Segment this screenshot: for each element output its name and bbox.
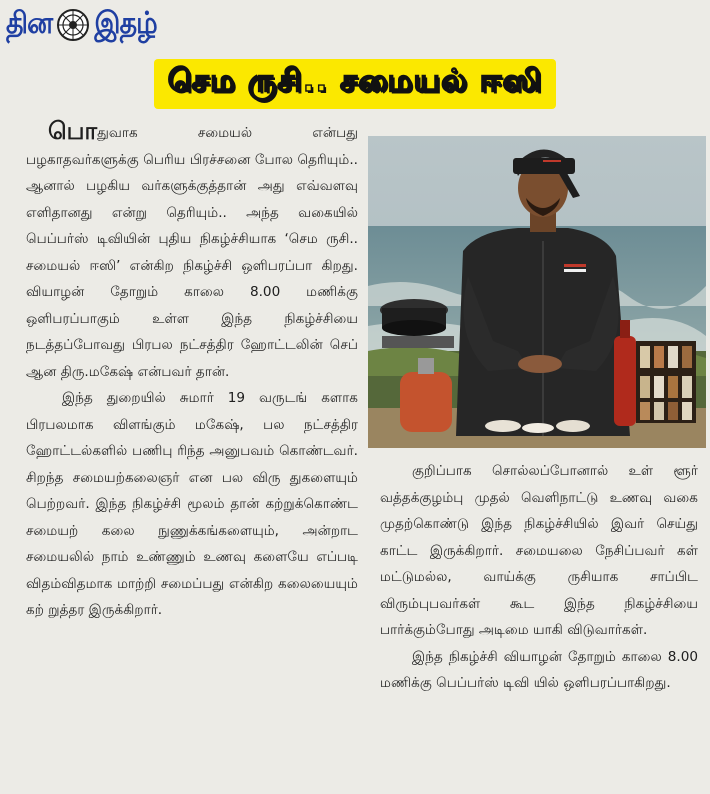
article-paragraph-2: இந்த துறையில் சுமார் 19 வருடங் களாக பிரபலமாக விளங்கும் மகேஷ், பல நட்சத்திர ஹோட்டல்களில் பணிபு ரிந்த அனுபவம் கொண்டவர். சிறந்த சமையற்கலைஞர் என பல விரு துகளையும் பெற்றவர். இந்த நிகழ்ச்சி மூலம் தான் கற்றுக்கொண்ட சமையற் கலை நுணுக்கங்களையும், அன்றாட சமையலில் நாம் உண்ணும் உணவு களையே எப்படி விதம்விதமாக மாற்றி சமைப்பது என்கிற கலையையும் கற் றுத்தர இருக்கிறார். [26,390,358,618]
article-paragraph-1 [26,118,358,385]
masthead [6,4,157,46]
article-left-column [26,118,358,624]
article-right-column [380,458,698,697]
headline-banner [154,59,557,109]
article-paragraph-3: குறிப்பாக சொல்லப்போனால் உள் ளூர் வத்தக்குழம்பு முதல் வெளிநாட்டு உணவு வகை முதற்கொண்டு இந்த நிகழ்ச்சியில் இவர் செய்து காட்ட இருக்கிறார். சமையலை நேசிப்பவர் கள் மட்டுமல்ல, வாய்க்கு ருசியாக சாப்பிட விரும்புபவர்கள் கூட இந்த நிகழ்ச்சியை பார்க்கும்போது அடிமை யாகி விடுவார்கள். [380,463,698,638]
emblem-icon [56,8,90,42]
masthead-name-part2: இதழ் [94,5,157,41]
headline-area [0,58,710,110]
chef-photo-illustration [368,136,706,448]
masthead-name-part1: தின [6,5,53,41]
article-paragraph-4: இந்த நிகழ்ச்சி வியாழன் தோறும் காலை 8.00 மணிக்கு பெப்பர்ஸ் டிவி யில் ஒளிபரப்பாகிறது. [380,648,698,691]
article-dropcap: பொ [48,117,98,145]
headline: செம ருசி.. சமையல் ஈஸி [167,63,543,99]
article-paragraph-1-text: துவாக சமையல் என்பது பழகாதவர்களுக்கு பெரிய பிரச்சனை போல தெரியும்.. ஆனால் பழகிய வர்களுக்குத்தான் அது எவ்வளவு எளிதானது என்று தெரியும்.. அந்த வகையில் பெப்பர்ஸ் டிவியின் புதிய நிகழ்ச்சியாக ‘செம ருசி.. சமையல் ஈஸி’ என்கிற நிகழ்ச்சி ஒளிபரப்பா கிறது. வியாழன் தோறும் காலை 8.00 மணிக்கு ஒளிபரப்பாகும் உள்ள இந்த நிகழ்ச்சியை நடத்தப்போவது பிரபல நட்சத்திர ஹோட்டலின் செப் ஆன திரு.மகேஷ் என்பவர் தான். [26,125,358,380]
chef-photo [368,136,706,448]
